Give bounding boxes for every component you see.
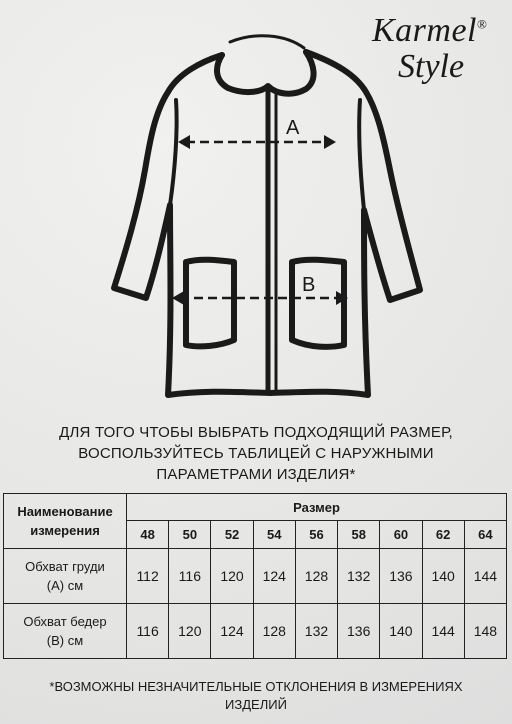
value-cell: 132 <box>338 549 380 604</box>
row-label-hips: Обхват бедер (В) см <box>4 604 127 659</box>
size-cell: 48 <box>127 521 169 549</box>
registered-mark: ® <box>477 16 488 32</box>
footnote-line-1: *ВОЗМОЖНЫ НЕЗНАЧИТЕЛЬНЫЕ ОТКЛОНЕНИЯ В ИЗМЕРЕНИЯХ <box>49 679 463 694</box>
value-cell: 148 <box>464 604 506 659</box>
right-sleeve-seam <box>359 100 364 210</box>
value-cell: 112 <box>127 549 169 604</box>
neck-line <box>230 36 304 48</box>
chest-arrow-right-head <box>324 135 336 149</box>
size-table <box>3 493 507 659</box>
measurement-name-header: Наименование измерения <box>4 494 127 549</box>
value-cell: 128 <box>253 604 295 659</box>
value-cell: 140 <box>422 549 464 604</box>
size-cell: 58 <box>338 521 380 549</box>
row-label-chest: Обхват груди (А) см <box>4 549 127 604</box>
hip-label: B <box>302 274 316 296</box>
value-cell: 124 <box>253 549 295 604</box>
size-cell: 62 <box>422 521 464 549</box>
chest-label: A <box>286 117 300 139</box>
value-cell: 128 <box>295 549 337 604</box>
intro-line-2: ВОСПОЛЬЗУЙТЕСЬ ТАБЛИЦЕЙ С НАРУЖНЫМИ <box>78 445 434 462</box>
value-cell: 136 <box>338 604 380 659</box>
value-cell: 136 <box>380 549 422 604</box>
left-sleeve-seam <box>170 100 177 205</box>
brand-name-line2: Style <box>398 48 465 85</box>
size-cell: 50 <box>169 521 211 549</box>
value-cell: 116 <box>169 549 211 604</box>
footnote <box>0 678 512 714</box>
value-cell: 144 <box>422 604 464 659</box>
left-pocket <box>186 260 234 347</box>
table-row-hips <box>4 604 507 659</box>
value-cell: 132 <box>295 604 337 659</box>
value-cell: 144 <box>464 549 506 604</box>
value-cell: 124 <box>211 604 253 659</box>
value-cell: 116 <box>127 604 169 659</box>
intro-text <box>0 422 512 485</box>
size-cell: 54 <box>253 521 295 549</box>
size-cell: 64 <box>464 521 506 549</box>
hip-arrow-left-head <box>172 291 184 305</box>
intro-line-3: ПАРАМЕТРАМИ ИЗДЕЛИЯ* <box>156 466 356 483</box>
intro-line-1: ДЛЯ ТОГО ЧТОБЫ ВЫБРАТЬ ПОДХОДЯЩИЙ РАЗМЕР, <box>59 424 453 441</box>
value-cell: 140 <box>380 604 422 659</box>
size-cell: 60 <box>380 521 422 549</box>
value-cell: 120 <box>169 604 211 659</box>
brand-name-line1: Karmel <box>372 12 477 49</box>
size-header: Размер <box>127 494 507 521</box>
footnote-line-2: ИЗДЕЛИЙ <box>225 697 287 712</box>
chest-arrow-left-head <box>178 135 190 149</box>
table-row-chest <box>4 549 507 604</box>
value-cell: 120 <box>211 549 253 604</box>
size-cell: 56 <box>295 521 337 549</box>
collar-outline <box>217 52 314 94</box>
size-cell: 52 <box>211 521 253 549</box>
